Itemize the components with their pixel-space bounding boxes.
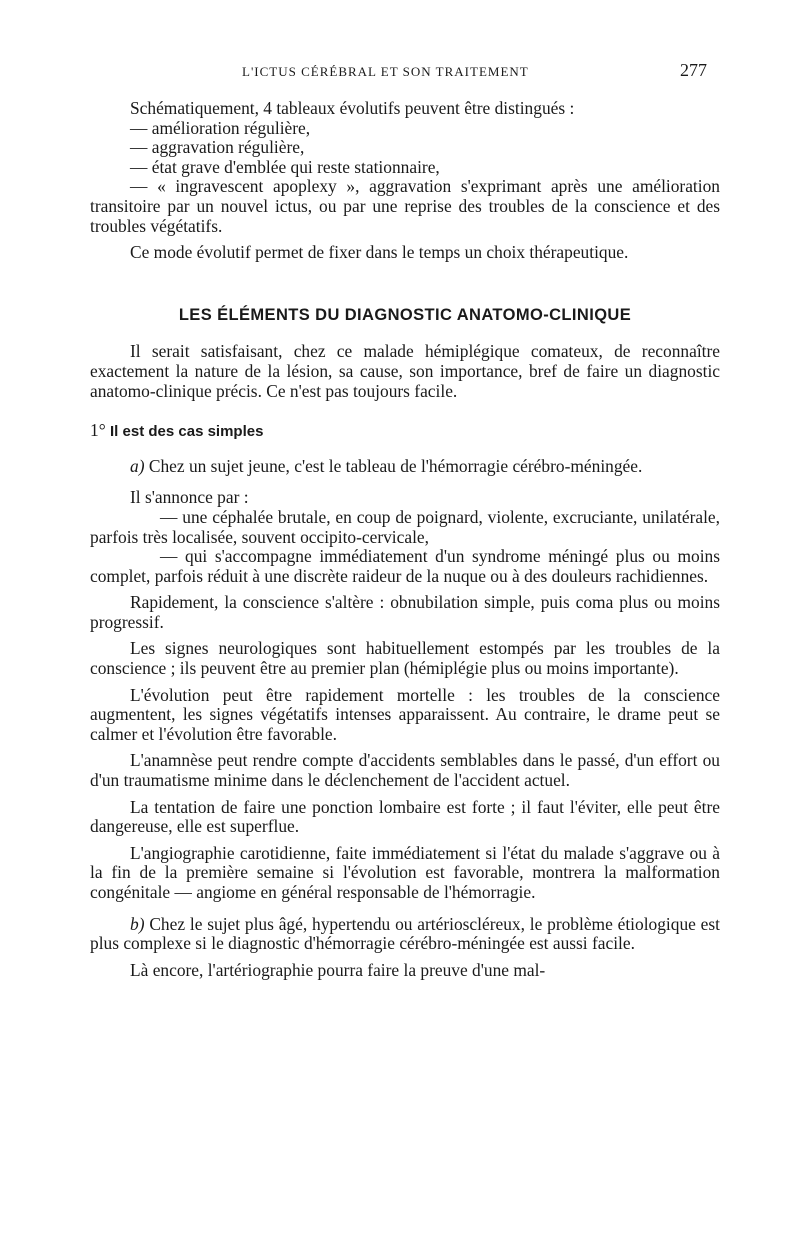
page-number: 277: [680, 60, 707, 80]
subsection-title: Il est des cas simples: [110, 423, 264, 441]
running-head: [0, 60, 800, 84]
list-item-etat-grave: — état grave d'emblée qui reste stationnaire,: [130, 156, 440, 177]
case-a-text: Chez un sujet jeune, c'est le tableau de l'hémorragie cérébro-méningée.: [148, 455, 643, 476]
case-b-letter: b): [130, 913, 145, 934]
paragraph-announce: Il s'annonce par :: [130, 487, 249, 508]
subsection-heading: [90, 421, 720, 442]
paragraph-rapidement: Rapidement, la conscience s'altère : obnubilation simple, puis coma plus ou moins progressif.: [90, 592, 720, 632]
subsection-number: 1°: [90, 420, 106, 441]
case-a-letter: a): [130, 455, 145, 476]
paragraph-angiographie: L'angiographie carotidienne, faite immédiatement si l'état du malade s'aggrave ou à la fin de la première semaine si l'évolution est favorable, montrera la malformation congénitale — angiome en général responsable de l'hémorragie.: [90, 842, 720, 902]
paragraph-mode-evolutif: Ce mode évolutif permet de fixer dans le temps un choix thérapeutique.: [130, 242, 629, 263]
case-b-text: Chez le sujet plus âgé, hypertendu ou artérioscléreux, le problème étiologique est plus complexe si le diagnostic d'hémorragie cérébro-méningée est aussi facile.: [90, 913, 720, 954]
section-title: LES ÉLÉMENTS DU DIAGNOSTIC ANATOMO-CLINIQUE: [178, 305, 632, 324]
intro-paragraph: Schématiquement, 4 tableaux évolutifs peuvent être distingués :: [130, 98, 575, 118]
list-item-amelioration: — amélioration régulière,: [130, 117, 311, 138]
paragraph-case-b: [90, 915, 720, 954]
list-item-ingravescent: — « ingravescent apoplexy », aggravation s'exprimant après une amélioration transitoire par un nouvel ictus, ou par une reprise des troubles de la conscience et des troubles végétatifs.: [90, 176, 720, 236]
paragraph-diagnostic: Il serait satisfaisant, chez ce malade hémiplégique comateux, de reconnaître exactement la nature de la lésion, sa cause, son importance, bref de faire un diagnostic anatomo-clinique précis. Ce n'est pas toujours facile.: [90, 341, 720, 401]
dash-item-syndrome: — qui s'accompagne immédiatement d'un syndrome méningé plus ou moins complet, parfois réduit à une discrète raideur de la nuque ou à des douleurs rachidiennes.: [90, 546, 720, 586]
body-text: [90, 99, 720, 980]
paragraph-evolution: L'évolution peut être rapidement mortelle : les troubles de la conscience augmentent, les signes végétatifs intenses apparaissent. Au contraire, le drame peut se calmer et l'évolution être favorable.: [90, 684, 720, 744]
paragraph-last: Là encore, l'artériographie pourra faire la preuve d'une mal-: [130, 959, 546, 980]
dash-item-cephalee: — une céphalée brutale, en coup de poignard, violente, excruciante, unilatérale, parfois très localisée, souvent occipito-cervicale,: [90, 506, 720, 547]
paragraph-signes: Les signes neurologiques sont habituellement estompés par les troubles de la conscience ; ils peuvent être au premier plan (hémiplégie plus ou moins importante).: [90, 638, 720, 679]
paragraph-anamnese: L'anamnèse peut rendre compte d'accidents semblables dans le passé, d'un effort ou d'un traumatisme minime dans le déclenchement de l'accident actuel.: [90, 750, 720, 791]
running-title: L'ICTUS CÉRÉBRAL ET SON TRAITEMENT: [242, 64, 529, 79]
list-item-aggravation: — aggravation régulière,: [130, 137, 305, 158]
paragraph-case-a: [90, 457, 720, 477]
paragraph-tentation: La tentation de faire une ponction lombaire est forte ; il faut l'éviter, elle peut être dangereuse, elle est superflue.: [90, 796, 720, 837]
